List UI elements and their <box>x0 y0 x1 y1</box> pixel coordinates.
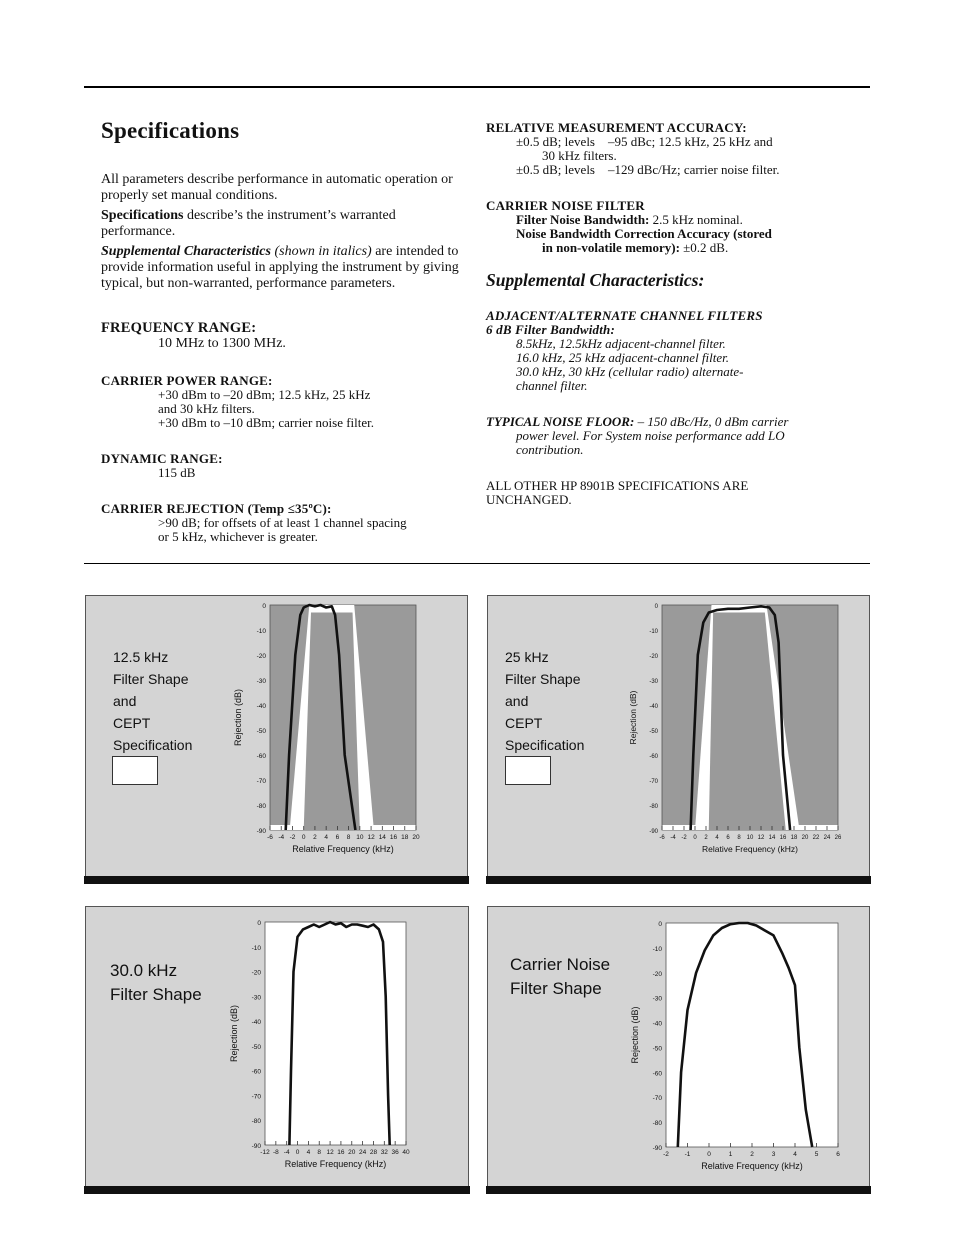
x-tick-label: 18 <box>401 834 409 841</box>
y-tick-label: 0 <box>257 920 261 927</box>
noise-bandwidth-correction-label-2: in non-volatile memory): <box>542 240 680 255</box>
y-tick-label: -10 <box>649 629 658 635</box>
noise-floor-section <box>486 415 856 457</box>
plot-area <box>666 923 838 1147</box>
italics-note: (shown in italics) <box>270 244 372 259</box>
carrier-power-line-2: and 30 kHz filters. <box>158 401 255 416</box>
y-tick-label: -90 <box>251 1143 261 1150</box>
y-tick-label: 0 <box>654 604 658 610</box>
panel-1-title-line-5: Specification <box>113 737 193 753</box>
chart-panel-25khz <box>487 595 870 883</box>
panel-2-title-line-1: 25 kHz <box>505 649 549 665</box>
y-tick-label: -50 <box>251 1043 261 1051</box>
filter-noise-bandwidth-value: 2.5 kHz nominal. <box>649 212 743 227</box>
x-axis-label: Relative Frequency (kHz) <box>702 844 798 854</box>
x-tick-label: 3 <box>771 1151 776 1158</box>
x-tick-label: 6 <box>836 1151 840 1158</box>
x-tick-label: 1 <box>728 1151 733 1158</box>
carrier-power-heading: CARRIER POWER RANGE: <box>101 373 273 388</box>
specifications-definition: describe’s the instrument’s warranted performance. <box>101 208 396 239</box>
x-tick-label: 16 <box>337 1149 345 1156</box>
y-tick-label: -20 <box>256 653 266 660</box>
y-tick-label: -10 <box>256 628 266 635</box>
carrier-rejection-heading: CARRIER REJECTION (Temp ≤35ºC): <box>101 501 332 516</box>
y-tick-label: -60 <box>256 753 266 760</box>
panel-1-title-line-1: 12.5 kHz <box>113 649 169 665</box>
carrier-rejection-line-2: or 5 kHz, whichever is greater. <box>158 529 318 544</box>
intro-paragraph-2 <box>101 208 466 240</box>
noise-bandwidth-correction-cont <box>486 241 856 255</box>
y-tick-label: 0 <box>262 603 266 610</box>
noise-floor-line-1 <box>486 415 856 429</box>
panel-1-title-line-2: Filter Shape <box>113 671 189 687</box>
y-tick-label: -40 <box>256 703 266 710</box>
chart-30khz <box>86 907 470 1194</box>
x-tick-label: 20 <box>348 1149 356 1156</box>
y-tick-label: -80 <box>652 1120 662 1128</box>
chart-25khz <box>488 596 871 884</box>
x-tick-label: 16 <box>779 835 787 841</box>
panel-2-bottom-bar <box>486 876 871 884</box>
y-axis-label: Rejection (dB) <box>233 688 243 747</box>
panel-2-title-line-5: Specification <box>505 737 585 753</box>
carrier-power-line-1: +30 dBm to –20 dBm; 12.5 kHz, 25 kHz <box>158 387 371 402</box>
middle-rule <box>84 563 870 564</box>
noise-bandwidth-correction-label-1: Noise Bandwidth Correction Accuracy (stored <box>516 226 772 241</box>
x-tick-label: 12 <box>326 1149 334 1156</box>
frequency-range-value: 10 MHz to 1300 MHz. <box>158 336 286 351</box>
x-tick-label: -6 <box>659 835 665 841</box>
x-tick-label: 32 <box>380 1149 388 1156</box>
top-rule <box>84 86 870 88</box>
x-tick-label: 20 <box>412 834 420 841</box>
y-tick-label: -50 <box>649 729 658 735</box>
intro-section <box>101 172 466 292</box>
panel-4-title-line-1: Carrier Noise <box>510 955 611 974</box>
relative-accuracy-line-3: ±0.5 dB; levels –129 dBc/Hz; carrier noise filter. <box>516 162 780 177</box>
y-tick-label: -70 <box>251 1093 261 1101</box>
other-specs-line-1: ALL OTHER HP 8901B SPECIFICATIONS ARE <box>486 478 749 493</box>
y-tick-label: -50 <box>652 1045 662 1053</box>
frequency-range-section <box>101 320 466 352</box>
panel-1-title-line-3: and <box>113 693 137 709</box>
x-axis-label: Relative Frequency (kHz) <box>701 1161 803 1171</box>
y-tick-label: -30 <box>649 679 658 685</box>
x-tick-label: 10 <box>356 834 364 841</box>
x-tick-label: 4 <box>306 1149 311 1156</box>
y-tick-label: -20 <box>649 654 658 660</box>
chart-panel-carrier-noise <box>487 906 870 1193</box>
x-tick-label: -1 <box>684 1151 691 1158</box>
chart-carrier-noise <box>488 907 871 1194</box>
carrier-rejection-section <box>101 502 466 544</box>
panel-3-bottom-bar <box>84 1186 470 1194</box>
panel-1-bottom-bar <box>84 876 469 884</box>
x-tick-label: 0 <box>295 1149 300 1156</box>
x-tick-label: 4 <box>324 834 328 841</box>
x-tick-label: -2 <box>663 1151 669 1158</box>
y-tick-label: -90 <box>652 1145 662 1152</box>
x-tick-label: 14 <box>768 835 776 841</box>
carrier-power-line-3: +30 dBm to –10 dBm; carrier noise filter. <box>158 415 375 430</box>
relative-accuracy-heading: RELATIVE MEASUREMENT ACCURACY: <box>486 120 747 135</box>
filter-bandwidth-heading: 6 dB Filter Bandwidth: <box>486 322 616 337</box>
right-column <box>486 121 856 507</box>
panel-2-title-line-2: Filter Shape <box>505 671 581 687</box>
dynamic-range-heading: DYNAMIC RANGE: <box>101 451 223 466</box>
x-tick-label: 22 <box>812 835 820 841</box>
carrier-rejection-line-1: >90 dB; for offsets of at least 1 channel spacing <box>158 515 407 530</box>
y-tick-label: -80 <box>251 1118 261 1126</box>
filter-bandwidth-line-4: channel filter. <box>516 378 588 393</box>
frequency-range-heading: FREQUENCY RANGE: <box>101 320 257 336</box>
y-tick-label: -40 <box>652 1020 662 1028</box>
y-tick-label: -20 <box>251 969 261 977</box>
y-tick-label: -30 <box>256 678 266 685</box>
x-tick-label: 8 <box>317 1149 322 1156</box>
noise-floor-heading: TYPICAL NOISE FLOOR: <box>486 414 635 429</box>
y-tick-label: -60 <box>652 1070 662 1078</box>
x-tick-label: 8 <box>346 834 351 841</box>
x-tick-label: 16 <box>389 834 398 841</box>
y-tick-label: -30 <box>652 995 662 1003</box>
x-tick-label: 4 <box>793 1151 797 1158</box>
y-tick-label: -70 <box>652 1095 662 1103</box>
x-tick-label: 2 <box>750 1151 754 1158</box>
y-axis-label: Rejection (dB) <box>229 1004 239 1063</box>
x-tick-label: 12 <box>367 834 375 841</box>
x-tick-label: 10 <box>746 835 754 841</box>
panel-3-title-line-2: Filter Shape <box>110 985 202 1004</box>
x-tick-label: 6 <box>726 835 730 841</box>
y-axis-label: Rejection (dB) <box>628 690 638 745</box>
x-tick-label: 0 <box>301 834 306 841</box>
relative-accuracy-section <box>486 121 856 177</box>
noise-floor-line-2: power level. For System noise performance add LO <box>516 428 785 443</box>
y-tick-label: -40 <box>649 704 658 710</box>
x-tick-label: 0 <box>693 835 697 841</box>
x-tick-label: 4 <box>715 835 719 841</box>
x-axis-label: Relative Frequency (kHz) <box>284 1159 387 1169</box>
y-tick-label: -20 <box>652 970 662 978</box>
specifications-term: Specifications <box>101 208 184 223</box>
page-title: Specifications <box>101 118 240 143</box>
x-tick-label: 26 <box>834 835 842 841</box>
y-tick-label: 0 <box>658 921 662 928</box>
x-tick-label: 5 <box>814 1151 819 1158</box>
chart-panel-12-5khz <box>85 595 468 883</box>
chart-12-5khz <box>86 596 469 884</box>
x-tick-label: -6 <box>267 834 273 841</box>
y-axis-label: Rejection (dB) <box>630 1006 640 1064</box>
panel-4-title-line-2: Filter Shape <box>510 979 602 998</box>
filter-bandwidth-line-2: 16.0 kHz, 25 kHz adjacent-channel filter. <box>516 350 730 365</box>
x-tick-label: 6 <box>335 834 340 841</box>
intro-paragraph-1: All parameters describe performance in automatic operation or properly set manual conditions. <box>101 172 453 203</box>
x-tick-label: 8 <box>737 835 741 841</box>
x-tick-label: 24 <box>823 835 831 841</box>
x-tick-label: -12 <box>260 1149 270 1156</box>
panel-2-title-line-3: and <box>505 693 529 709</box>
y-tick-label: -40 <box>251 1019 261 1027</box>
x-tick-label: 28 <box>369 1149 378 1156</box>
intro-paragraph-3 <box>101 244 466 292</box>
y-tick-label: -10 <box>251 944 261 952</box>
x-tick-label: 40 <box>402 1149 410 1156</box>
y-tick-label: -50 <box>256 728 266 735</box>
filter-noise-bandwidth-label: Filter Noise Bandwidth: <box>516 212 650 227</box>
x-tick-label: -4 <box>670 835 676 841</box>
left-column <box>101 118 466 544</box>
x-tick-label: 36 <box>391 1149 399 1156</box>
panel-4-bottom-bar <box>486 1186 871 1194</box>
filter-noise-bandwidth <box>486 213 856 227</box>
x-tick-label: 2 <box>704 835 708 841</box>
supplemental-term: Supplemental Characteristics <box>101 244 271 259</box>
relative-accuracy-line-2: 30 kHz filters. <box>542 148 617 163</box>
panel-3-title-line-1: 30.0 kHz <box>110 961 178 980</box>
y-tick-label: -80 <box>256 803 266 810</box>
x-tick-label: -4 <box>283 1149 290 1156</box>
x-axis-label: Relative Frequency (kHz) <box>292 844 394 854</box>
x-tick-label: 0 <box>707 1151 711 1158</box>
x-tick-label: -8 <box>272 1149 279 1156</box>
other-specs-section <box>486 479 856 507</box>
y-tick-label: -60 <box>251 1068 261 1076</box>
carrier-power-section <box>101 374 466 430</box>
y-tick-label: -90 <box>649 829 658 835</box>
x-tick-label: -2 <box>289 834 296 841</box>
supplemental-definition: are intended to provide information useful in applying the instrument by giving typical, but non-warranted, performance parameters. <box>101 244 459 291</box>
panel-2-title-line-4: CEPT <box>505 715 543 731</box>
noise-floor-value: – 150 dBc/Hz, 0 dBm carrier <box>634 414 789 429</box>
noise-floor-line-3: contribution. <box>516 442 584 457</box>
other-specs-line-2: UNCHANGED. <box>486 492 572 507</box>
carrier-noise-filter-section <box>486 199 856 255</box>
supplemental-characteristics-heading: Supplemental Characteristics: <box>486 270 705 290</box>
y-tick-label: -60 <box>649 754 658 760</box>
y-tick-label: -80 <box>649 804 658 810</box>
x-tick-label: 12 <box>757 835 765 841</box>
dynamic-range-section <box>101 452 466 480</box>
filter-bandwidth-line-1: 8.5kHz, 12.5kHz adjacent-channel filter. <box>516 336 726 351</box>
y-tick-label: -10 <box>652 945 662 953</box>
carrier-noise-filter-heading: CARRIER NOISE FILTER <box>486 198 645 213</box>
noise-bandwidth-correction <box>486 227 856 241</box>
relative-accuracy-line-1: ±0.5 dB; levels –95 dBc; 12.5 kHz, 25 kHz and <box>516 134 773 149</box>
x-tick-label: 24 <box>358 1149 367 1156</box>
x-tick-label: -4 <box>278 834 285 841</box>
x-tick-label: 18 <box>790 835 798 841</box>
dynamic-range-value: 115 dB <box>158 465 196 480</box>
x-tick-label: -2 <box>681 835 687 841</box>
y-tick-label: -70 <box>649 779 658 785</box>
chart-panel-30khz <box>85 906 469 1193</box>
x-tick-label: 14 <box>378 834 386 841</box>
y-tick-label: -30 <box>251 994 261 1002</box>
y-tick-label: -90 <box>256 828 266 835</box>
filter-bandwidth-line-3: 30.0 kHz, 30 kHz (cellular radio) alternate- <box>516 364 744 379</box>
channel-filters-heading: ADJACENT/ALTERNATE CHANNEL FILTERS <box>486 308 763 323</box>
noise-bandwidth-correction-value: ±0.2 dB. <box>679 240 729 255</box>
supplemental-heading-block <box>486 270 856 291</box>
channel-filters-section <box>486 309 856 393</box>
y-tick-label: -70 <box>256 778 266 785</box>
x-tick-label: 20 <box>801 835 809 841</box>
panel-1-title-line-4: CEPT <box>113 715 151 731</box>
x-tick-label: 2 <box>313 834 317 841</box>
